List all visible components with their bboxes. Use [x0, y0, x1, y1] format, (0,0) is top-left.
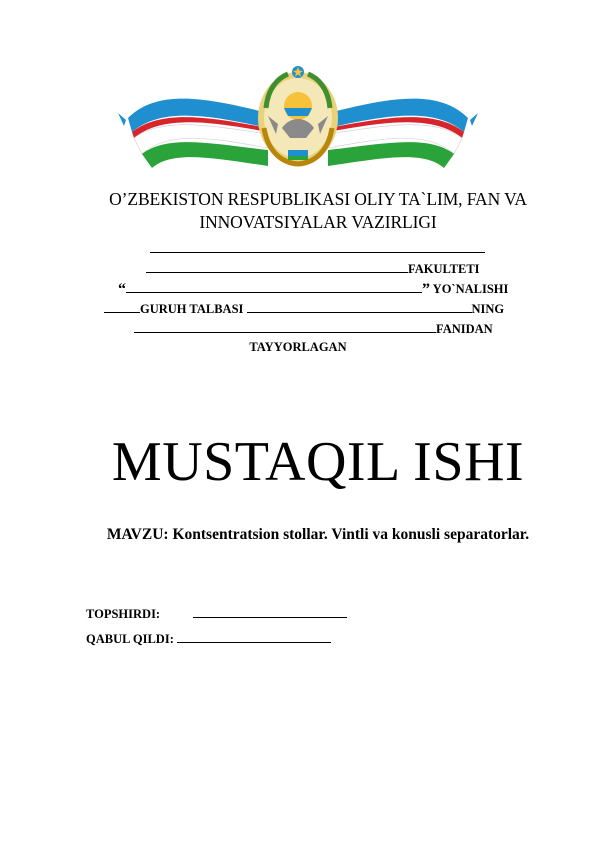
subject-line	[134, 322, 493, 337]
yonalishi-label: YO`NALISHI	[430, 282, 509, 296]
direction-line	[118, 282, 508, 297]
fill-in-blank	[134, 322, 436, 333]
qabul-qildi-label: QABUL QILDI:	[86, 632, 174, 646]
prepared-line	[0, 340, 596, 355]
fill-in-blank	[247, 302, 472, 313]
close-quote: ”	[422, 281, 430, 298]
accepted-by-line	[86, 632, 331, 647]
document-title: MUSTAQIL ISHI	[111, 431, 525, 493]
emblem-wreath	[258, 66, 338, 164]
fanidan-label: FANIDAN	[436, 322, 493, 336]
ministry-line-2: INNOVATSIYALAR VAZIRLIGI	[199, 212, 437, 232]
open-quote: “	[118, 281, 126, 298]
fill-in-blank	[146, 262, 408, 273]
tayyorlagan-label: TAYYORLAGAN	[249, 340, 347, 354]
state-emblem-with-flag-ribbons-icon	[118, 58, 478, 168]
fill-in-blank	[193, 607, 347, 618]
right-flag-ribbon	[328, 99, 478, 168]
fill-in-blank	[126, 282, 422, 293]
topic-line: MAVZU: Kontsentratsion stollar. Vintli va konusli separatorlar.	[106, 526, 530, 543]
topshirdi-label: TOPSHIRDI:	[86, 607, 161, 621]
guruh-talbasi-label: GURUH TALBASI	[140, 302, 244, 316]
ministry-line-1: O’ZBEKISTON RESPUBLIKASI OLIY TA`LIM, FAN VA	[109, 189, 527, 209]
fakulteti-label: FAKULTETI	[408, 262, 480, 276]
fill-in-blank	[104, 302, 140, 313]
fill-in-blank	[177, 632, 331, 643]
group-line	[104, 302, 504, 317]
fill-in-blank	[150, 242, 485, 253]
faculty-line	[146, 262, 480, 277]
blank-line	[150, 242, 485, 257]
submitted-by-line	[86, 607, 347, 622]
ning-label: NING	[471, 302, 505, 316]
left-flag-ribbon	[118, 99, 268, 168]
ministry-name	[60, 188, 576, 234]
